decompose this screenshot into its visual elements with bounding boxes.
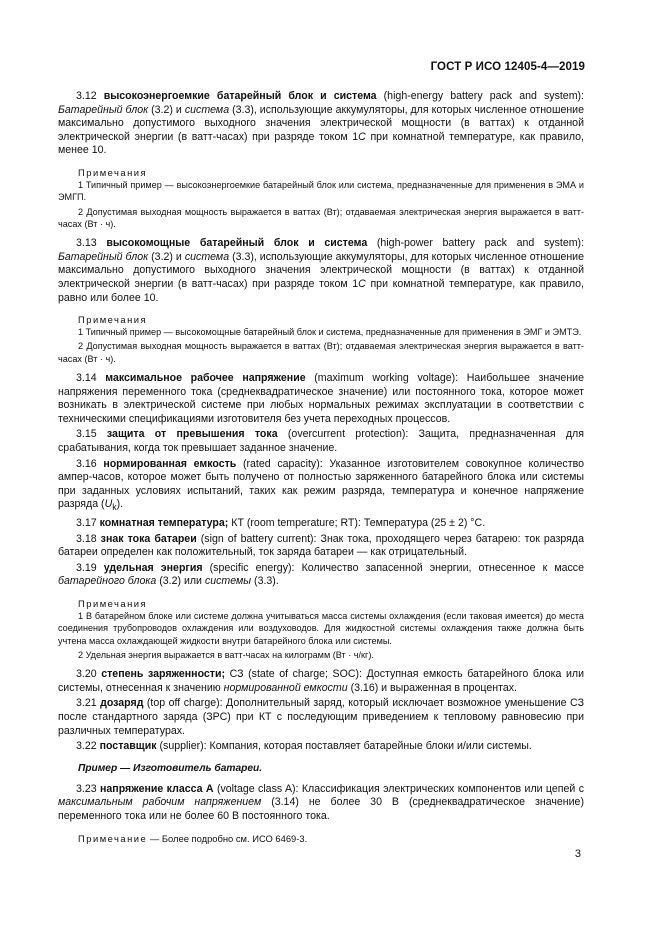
term-3-14: 3.14 максимальное рабочее напряжение (maximum working voltage): Наибольшее значение напряжения переменного тока (среднеквадратическое значение) или постоянного тока, которое может возникать в электрической системе при любых нормальных режимах эксплуатации в соответствии с техническими спецификациями изготовителя без учета переходных процессов. [58,372,584,425]
note: 1 В батарейном блоке или системе должна учитываться масса системы охлаждения (если таковая имеется) до места соединения трубопроводов охлаждения или воздуховодов. Для жидкостной системы охлаждения также должна быть учтена масса охлаждающей жидкости внутри батарейного блока или системы. [58,611,584,646]
term-3-20: 3.20 степень заряженности; СЗ (state of charge; SOC): Доступная емкость батарейного блока или системы, отнесенная к значению нормированной емкости (3.16) и выраженная в процентах. [58,668,584,694]
note: 1 Типичный пример — высокомощные батарейный блок и система, предназначенные для применения в ЭМГ и ЭМТЭ. [78,327,582,338]
term-title: высокомощные батарейный блок и система [106,237,368,250]
term-title: напряжение класса А [100,782,214,795]
note: 1 Типичный пример — высокоэнергоемкие батарейный блок или система, предназначенные для применения в ЭМА и ЭМГП. [58,179,584,203]
document-header: ГОСТ Р ИСО 12405-4—2019 [430,61,585,73]
notes-heading: Примечания [78,166,148,178]
page-number: 3 [574,848,581,860]
term-reference: максимальным рабочим напряжением [58,796,262,809]
term-title: высокоэнергоемкие батарейный блок и система [103,90,377,102]
term-3-17: 3.17 комнатная температура; КТ (room temperature; RT): Температура (25 ± 2) °C. [76,517,486,530]
example: Пример — Изготовитель батареи. [78,762,263,774]
term-title: комнатная температура; [99,517,229,530]
note: 2 Допустимая выходная мощность выражается в ваттах (Вт); отдаваемая электрическая энергия выражается в ватт-часах (Вт · ч). [58,341,584,364]
term-3-23: 3.23 напряжение класса А (voltage class A): Классификация электрических компонентов или цепей с максимальным рабочим напряжением (3.14) не более 30 В (среднеквадратическое значение) переменного тока или не более 60 В постоянного тока. [58,782,584,822]
notes-heading: Примечания [78,598,148,610]
note-heading: Примечание [78,832,148,844]
note: 2 Удельная энергия выражается в ватт-часах на килограмм (Вт · ч/кг). [78,649,374,660]
term-reference: нормированной емкости [223,681,348,694]
term-3-13: 3.13 высокомощные батарейный блок и система (high-power battery pack and system): Батарейный блок (3.2) и система (3.3), использующие аккумуляторы, для которых численное отношение максимально допустимого выходного значения электрической мощности (в ваттах) к отданной электрической энергии (в ватт-часах) при разряде током 1C при комнатной температуре, как правило, равно или более 10. [58,237,585,304]
term-3-15: 3.15 защита от превышения тока (overcurrent protection): Защита, предназначенная для срабатывания, когда ток превышает заданное значение. [58,428,584,454]
term-title: удельная энергия [103,561,203,574]
note: Примечание — Более подробно см. ИСО 6469-3. [78,832,308,844]
term-3-18: 3.18 знак тока батареи (sign of battery current): Знак тока, проходящего через батарею: ток разряда батареи определен как положительный, ток заряда батареи — как отрицательный. [58,532,584,559]
notes-heading: Примечания [78,314,148,326]
term-title: поставщик [99,740,157,753]
term-title: знак тока батареи [100,532,197,545]
term-reference: Батарейный блок [58,103,149,116]
term-title: степень заряженности; [101,668,226,681]
term-title: нормированная емкость [103,457,237,470]
term-title: максимальное рабочее напряжение [105,372,306,385]
term-reference: система [184,103,230,116]
term-3-22: 3.22 поставщик (supplier): Компания, которая поставляет батарейные блоки и/или системы. [76,740,532,753]
term-reference: Батарейный блок [58,250,149,263]
term-reference: система [184,250,230,263]
term-title: дозаряд [100,697,144,710]
document-body [58,90,584,844]
term-3-19: 3.19 удельная энергия (specific energy): Количество запасенной энергии, отнесенное к массе батарейного блока (3.2) или системы (3.3). [58,561,584,588]
note: 2 Допустимая выходная мощность выражается в ваттах (Вт); отдаваемая электрическая энергия выражается в ватт-часах (Вт · ч). [58,206,584,229]
term-title: защита от превышения тока [106,428,278,441]
term-3-12: 3.12 высокоэнергоемкие батарейный блок и система (high-energy battery pack and system): Батарейный блок (3.2) и система (3.3), использующие аккумуляторы, для которых численное отношение максимально допустимого выходного значения электрической мощности (в ваттах) к отданной электрической энергии (в ватт-часах) при разряде током 1C при комнатной температуре, как правило, менее 10. [58,90,584,157]
term-3-16: 3.16 нормированная емкость (rated capacity): Указанное изготовителем совокупное количество ампер-часов, которое может быть получено от полностью заряженного батарейного блока или системы при заданных условиях испытаний, таких как режим разряда, температура и конечное напряжение разряда $(U_k)$. [58,457,584,513]
term-reference: батарейного блока [58,575,157,588]
term-3-21: 3.21 дозаряд (top off charge): Дополнительный заряд, который исключает возможное уменьшение СЗ после стандартного заряда (ЗРС) при КТ с последующим приведением к тепловому равновесию при различных температурах. [58,697,584,737]
term-reference: системы [204,575,252,588]
